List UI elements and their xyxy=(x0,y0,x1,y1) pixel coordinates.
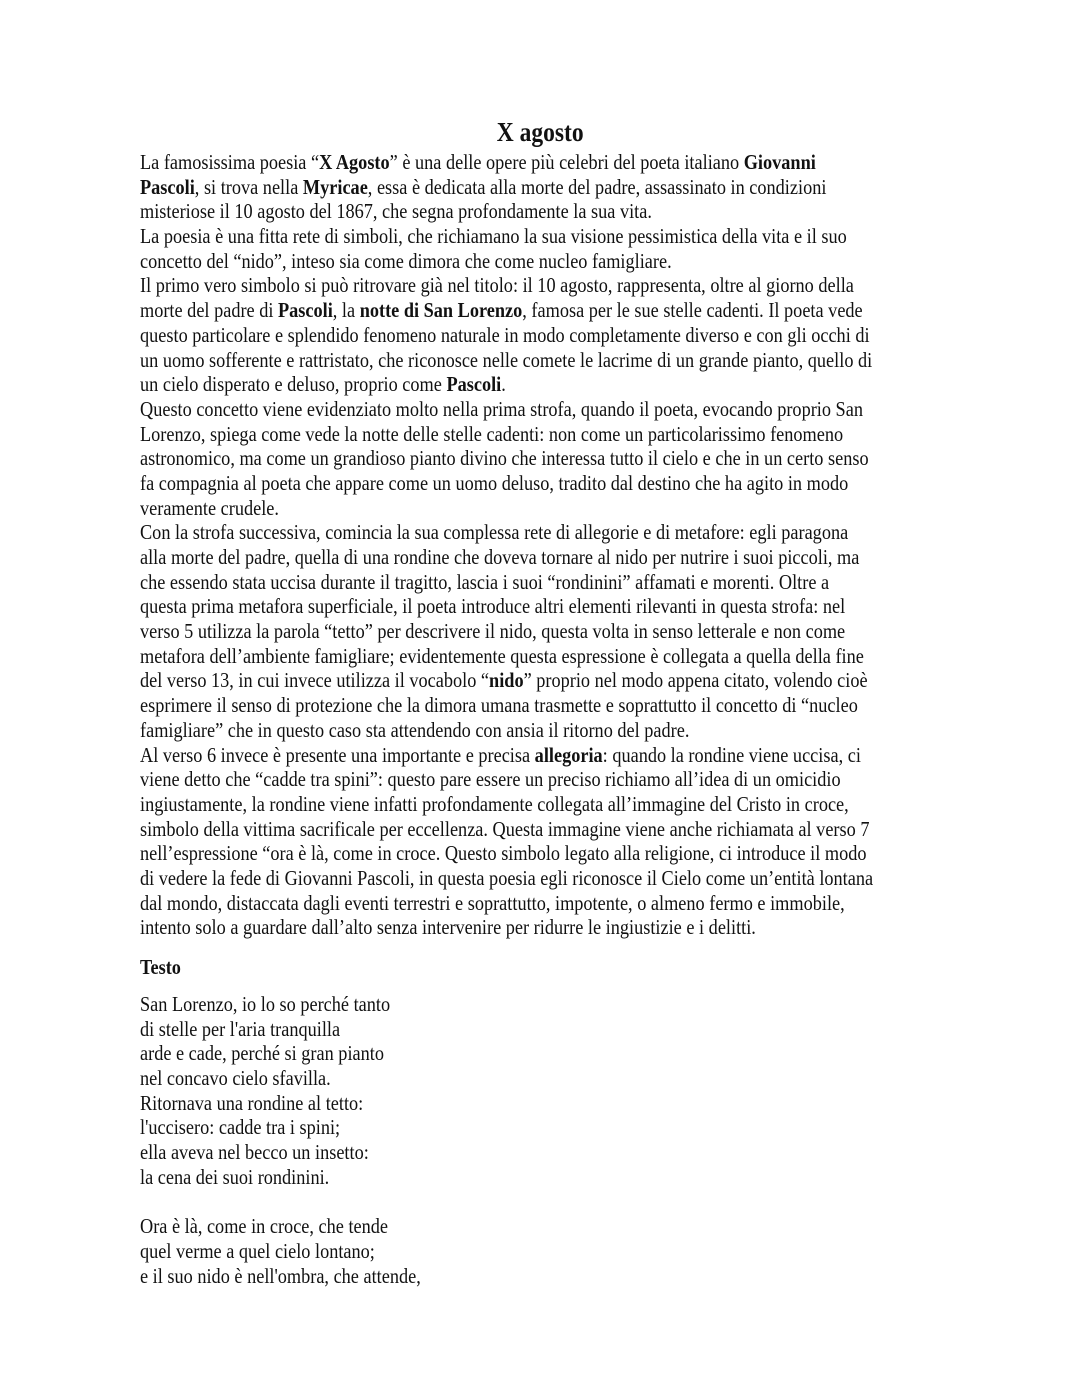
poem-verse: quel verme a quel cielo lontano; xyxy=(140,1238,375,1263)
text-run: dal mondo, distaccata dagli eventi terrestri e soprattutto, impotente, o almeno fermo e immobile, xyxy=(140,890,845,915)
poem-verse: San Lorenzo, io lo so perché tanto xyxy=(140,992,391,1016)
text-run: esprimere il senso di protezione che la dimora umana trasmette e soprattutto il concetto di “nucleo xyxy=(140,693,858,718)
text-run: del verso 13, in cui invece utilizza il vocabolo “ xyxy=(140,668,490,693)
poem-verse: ella aveva nel becco un insetto: xyxy=(140,1140,369,1165)
text-line xyxy=(140,199,873,224)
poem-verse: Ritornava una rondine al tetto: xyxy=(140,1090,364,1115)
text-run: intento solo a guardare dall’alto senza intervenire per ridurre le ingiustizie e i delitti. xyxy=(140,915,756,940)
text-line xyxy=(140,891,873,916)
document-title: X agosto xyxy=(496,117,584,147)
bold-text: Giovanni xyxy=(743,150,816,174)
text-run: Lorenzo, spiega come vede la notte delle stelle cadenti: non come un particolarissimo fenomeno xyxy=(140,421,844,446)
text-run: questa prima metafora superficiale, il poeta introduce altri elementi rilevanti in questa strofa: nel xyxy=(140,594,846,619)
text-line xyxy=(140,298,873,323)
text-line xyxy=(140,915,873,940)
poem-verse: la cena dei suoi rondinini. xyxy=(140,1164,330,1189)
text-run: di vedere la fede di Giovanni Pascoli, in questa poesia egli riconosce il Cielo come un’entità lontana xyxy=(140,865,874,890)
poem-text xyxy=(140,992,421,1288)
stanza-break xyxy=(140,1190,421,1215)
bold-text: nido xyxy=(489,668,524,693)
bold-text: Myricae xyxy=(302,174,368,199)
paragraph xyxy=(140,224,873,273)
text-line xyxy=(140,841,873,866)
text-line xyxy=(140,496,873,521)
text-run: metafora dell’ambiente famigliare; evidentemente questa espressione è collegata a quella della fine xyxy=(140,643,864,668)
text-line xyxy=(140,520,873,545)
text-line xyxy=(140,718,873,743)
paragraph xyxy=(140,273,873,396)
text-run: Il primo vero simbolo si può ritrovare già nel titolo: il 10 agosto, rappresenta, oltre al giorno della xyxy=(140,273,854,298)
text-line xyxy=(140,348,873,373)
text-line xyxy=(140,446,873,471)
text-line xyxy=(140,224,873,249)
text-run: Al verso 6 invece è presente una importante e precisa xyxy=(140,742,535,767)
paragraph xyxy=(140,397,873,520)
poem-verse: e il suo nido è nell'ombra, che attende, xyxy=(140,1263,421,1288)
text-line xyxy=(140,175,873,200)
paragraph xyxy=(140,150,873,224)
bold-text: X Agosto xyxy=(319,150,390,174)
text-run: famigliare” che in questo caso sta attendendo con ansia il ritorno del padre. xyxy=(140,717,690,742)
bold-text: Pascoli xyxy=(277,298,333,323)
bold-text: Pascoli xyxy=(446,372,502,397)
text-line xyxy=(140,249,873,274)
text-run: : quando la rondine viene uccisa, ci xyxy=(602,742,861,767)
text-run: Questo concetto viene evidenziato molto nella prima strofa, quando il poeta, evocando proprio San xyxy=(140,396,863,421)
text-line xyxy=(140,644,873,669)
text-line xyxy=(140,372,873,397)
text-run: questo particolare e splendido fenomeno naturale in modo completamente diverso e con gli occhi di xyxy=(140,322,870,347)
text-run: concetto del “nido”, inteso sia come dimora che come nucleo famigliare. xyxy=(140,248,672,273)
text-run: , si trova nella xyxy=(194,174,303,199)
text-run: misteriose il 10 agosto del 1867, che segna profondamente la sua vita. xyxy=(140,199,652,224)
text-line xyxy=(140,471,873,496)
text-run: ingiustamente, la rondine viene infatti profondamente collegata all’immagine del Cristo in croce, xyxy=(140,791,849,816)
text-run: viene detto che “cadde tra spini”: questo pare essere un preciso richiamo all’idea di un omicidio xyxy=(140,767,841,792)
text-run: ” è una delle opere più celebri del poeta italiano xyxy=(389,150,744,174)
text-line xyxy=(140,323,873,348)
text-run: , essa è dedicata alla morte del padre, assassinato in condizioni xyxy=(367,174,827,199)
paragraph xyxy=(140,743,873,941)
text-run: La poesia è una fitta rete di simboli, che richiamano la sua visione pessimistica della vita e il suo xyxy=(140,224,847,249)
bold-text: Pascoli xyxy=(140,174,195,199)
text-line xyxy=(140,693,873,718)
text-line xyxy=(140,570,873,595)
text-run: . xyxy=(501,372,506,397)
text-line xyxy=(140,594,873,619)
poem-verse: l'uccisero: cadde tra i spini; xyxy=(140,1115,341,1140)
text-run: , famosa per le sue stelle cadenti. Il poeta vede xyxy=(522,298,863,323)
text-run: ” proprio nel modo appena citato, volendo cioè xyxy=(523,668,868,693)
text-line xyxy=(140,619,873,644)
poem-verse: di stelle per l'aria tranquilla xyxy=(140,1016,341,1041)
essay-body xyxy=(140,150,873,940)
text-run: alla morte del padre, quella di una rondine che doveva tornare al nido per nutrire i suoi piccoli, ma xyxy=(140,545,860,569)
poem-verse: arde e cade, perché si gran pianto xyxy=(140,1041,384,1066)
text-line xyxy=(140,422,873,447)
poem-heading: Testo xyxy=(140,955,181,979)
text-line xyxy=(140,743,873,768)
text-run: veramente crudele. xyxy=(140,495,279,520)
text-run: che essendo stata uccisa durante il tragitto, lascia i suoi “rondinini” affamati e morenti. Oltre a xyxy=(140,569,830,594)
text-run: La famosissima poesia “ xyxy=(140,150,320,174)
poem-verse: Ora è là, come in croce, che tende xyxy=(140,1214,389,1239)
text-run: nell’espressione “ora è là, come in croce. Questo simbolo legato alla religione, ci introduce il modo xyxy=(140,841,867,866)
text-run: astronomico, ma come un grandioso pianto divino che interessa tutto il cielo e che in un certo senso xyxy=(140,446,869,471)
text-line xyxy=(140,545,873,570)
text-line xyxy=(140,866,873,891)
text-line xyxy=(140,397,873,422)
text-run: simbolo della vittima sacrificale per eccellenza. Questa immagine viene anche richiamata al verso 7 xyxy=(140,816,870,841)
text-line xyxy=(140,767,873,792)
text-run: fa compagnia al poeta che appare come un uomo deluso, tradito dal destino che ha agito in modo xyxy=(140,470,849,495)
poem-verse: nel concavo cielo sfavilla. xyxy=(140,1066,331,1091)
text-run: morte del padre di xyxy=(140,298,278,323)
text-run: un uomo sofferente e rattristato, che riconosce nelle comete le lacrime di un grande pianto, quello di xyxy=(140,347,873,372)
text-run: verso 5 utilizza la parola “tetto” per descrivere il nido, questa volta in senso letterale e non come xyxy=(140,619,846,644)
text-line xyxy=(140,817,873,842)
paragraph xyxy=(140,520,873,742)
text-run: , la xyxy=(332,298,360,323)
bold-text: notte di San Lorenzo xyxy=(359,298,523,323)
text-line xyxy=(140,150,873,175)
text-run: Con la strofa successiva, comincia la sua complessa rete di allegorie e di metafore: egli paragona xyxy=(140,520,849,545)
bold-text: allegoria xyxy=(534,742,603,767)
text-line xyxy=(140,273,873,298)
text-line xyxy=(140,668,873,693)
text-line xyxy=(140,792,873,817)
text-run: un cielo disperato e deluso, proprio come xyxy=(140,372,447,397)
